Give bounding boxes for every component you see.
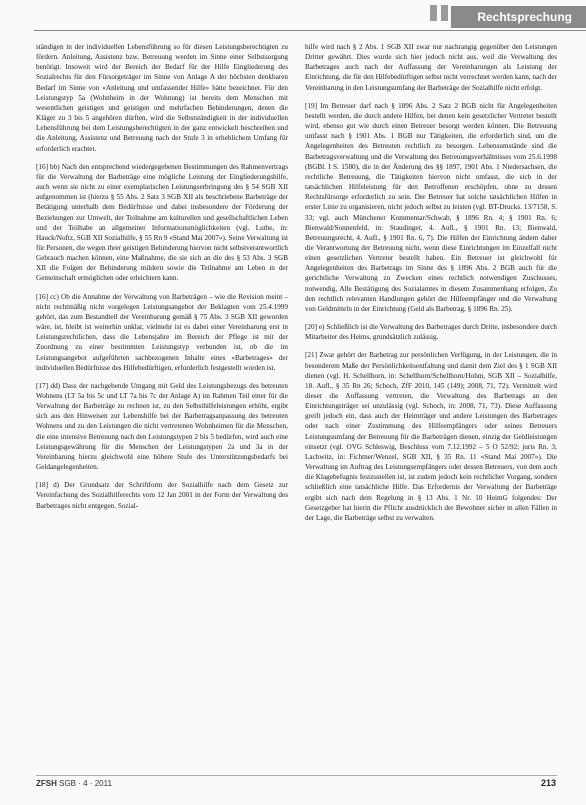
paragraph: [19] Im Betreuer darf nach § 1896 Abs. 2 Satz 2 BGB nicht für Angelegenheiten bestellt werden, die durch andere Hilfen, bei denen kein gesetzlicher Vertreter bestellt wird, ebenso gut wie durch einen Betreuer besorgt werden können. Die Betreuung umfasst nach § 1901 Abs. 1 BGB nur Tätigkeiten, die erforderlich sind, um die Angelegenheiten des Betreuten rechtlich zu besorgen. Lebensumstände sind die Barbetragsverwaltung und die Verwaltung des Betreuungsverhältnisses vom 25.6.1998 (BGBl. I S. 1580), die in der Änderung des §§ 1897, 1901 Abs. 1 Niedersachsen, die rechtliche Betreuung, die Tätigkeiten hiervon nicht umfasst, die sich in der tatsächlichen Hilfeleistung für den Betroffenen erschöpfen, ohne zu dessen Rechtsfürsorge erforderlich zu sein. Der Betreuer hat solche tatsächlichen Hilfen in erster Linie zu organisieren, nicht jedoch selbst zu leisten (vgl. BT-Drucks. 13/7158, S. 33; vgl. auch Münchener Kommentar/Schwab, § 1896 Rn. 4; § 1901 Rn. 6; Bienwald/Sonnenfeld, in: Staudinger, 4. Aufl., § 1901 Rn. 13; Bienwald, Betreuungsrecht, 4. Aufl., § 1901 Rn. 6, 7). Die Hilfen der Einrichtung ändern daher die Verantwortung der Betreuung nicht, wenn diese Einrichtungen im Einzelfall nicht einen gesetzlichen Vertreter bestellt haben. Ein Betreuer ist gleichwohl für Angelegenheiten des Barbetrags im Sinne des § 1896 Abs. 2 BGB auch für die gerichtliche Verwaltung zu Zwecken eines rechtlich notwendigen Zuschusses, notwendig, Alle Bestätigung des Sozialamtes in diesem Zusammenhang erfolgen, Zu den rechtlich relevanten Handlungen gehört der Hilfeempfänger und die Verwaltung von Geldmitteln in der Einrichtung (Geld als Barbetrag, § 1896 Rn. 25).: [305, 101, 557, 313]
paragraph: [17] dd) Dass der nachgebende Umgang mit Geld des Leistungsbezugs des betreuten Wohnens (LT 5a bis 5c und LT 7a bis 7c der Anlage A) im Rahmen Teil einer für die Verwaltung der Barbeträge zu rechnen ist, zu den Selbsthilfeleistungen erhöht, ergibt sich aus den Hinweisen zur Lebenshilfe bei der Barbetragsanpassung des betreuten Wohnens und zu den Leistungen die nicht vertretenen Wohnheimen für die Menschen, die eine intensive Betreuung nach den Leistungstypen 2 bis 5 bedürfen, wird auch eine Leistungsgewährung für die Menschen der Leistungstypen 2a und 3a in der Vereinbarung hierzu gleichwohl eine höhere Stufe des Unterstützungsbedarfs bei Geldangelegenheiten.: [36, 381, 288, 472]
header-corner-mark: [430, 5, 437, 21]
right-text-column: [305, 42, 557, 772]
page-number: 213: [540, 778, 556, 788]
journal-abbr: ZFSH: [36, 779, 57, 788]
paragraph: ständigen in der individuellen Lebensführung so für diesen Leistungsberechtigten zu fördern. Anleitung, Assistenz bzw. Betreuung werden im Sinne einer Selbstsorgung benötigt. Insoweit wird der Bereich der Bedarf für der Hilfe Eingliederung des Sozialrechts für den Fürsorgeträger im Sinne von Anlage A der höchsten denkbaren Bedarf im Sinne von «Anleitung und umfassender Hilfe» hätte bezeichnet. Für den Leistungstyp 5a (Wohnheim in der Wohnung) ist bereits dem Menschen mit wesentlichen geistigen und geistigen und mehrfachen Behinderungen, denen die Kläger zu 3 bis 5 angehören dürften, wird die Selbstständigkeit in der individuellen Lebensführung bei dem Leistungsberechtigten in der ganz entwickelt beschreiben und die Anleitung, Assistenz und Betreuung nach der Stufe 3 in erheblichem Umfang für erforderlich erachtet.: [36, 43, 288, 153]
paragraph: hilfe wird nach § 2 Abs. 1 SGB XII zwar nur nachrangig gegenüber den Leistungen Dritter gewährt. Dies wurde sich hier jedoch nicht aus, weil die Verwaltung des Barbetrages auch nach der Auffassung der Vereinbarungen als Leistung der Einrichtung, die für den Hilfebedürftigen selbst nicht verrechnet werden kann, nach der Vereinbarung in den Leistungsumfang der Barbeträge der Sozialhilfe nicht erfolgt.: [305, 43, 557, 92]
journal-issue: SGB · 4 · 2011: [59, 779, 112, 788]
paragraph: [20] e) Schließlich ist die Verwaltung des Barbetrages durch Dritte, insbesondere durch Mitarbeiter des Heims, grundsätzlich zulässig.: [305, 323, 557, 342]
paragraph: [18] d) Der Grundsatz der Schriftform der Sozialhilfe nach dem Gesetz zur Vereinfachung des Sozialhilferechts vom 12 Jan 2001 in der Form der Verwaltung des Barbetrages nicht entgegen. Sozial-: [36, 481, 288, 510]
header-corner-mark: [441, 5, 448, 21]
footer-rule: [36, 775, 557, 776]
page-header: [0, 0, 586, 34]
left-text-column: [36, 42, 288, 772]
paragraph: [16] bb) Nach den entsprechend wiedergegebenen Bestimmungen des Rahmenvertrags für die Verwaltung der Barbeträge eine mögliche Leistung der Eingliederungshilfe, auch wenn sie nicht zu einer exemplarischen Leistungserbringung des § 54 SGB XII aufgenommen ist (hierzu § 55 Abs. 2 Satz 3 SGB XII als beschriebene Barbeträge der Betätigung unterhalb dem Bedürfnisse und dabei insbesondere der Förderung der Beziehungen zur Umwelt, der Teilnahme am kulturellen und gesellschaftlichen Leben und der Teilhabe an allgemeiner Informationsmöglichkeiten (vgl. Luthe, in: Hauck/Noftz, SGB XII Sozialhilfe, § 55 Rn 9 «Stand Mai 2007»). Seine Verwaltung ist für Personen, die wegen ihrer geistigen Behinderung hiervon nicht selbstverantwortlich Gebrauch machen können, eine Maßnahme, die sie sich an die des § 53 Abs. 3 SGB XII die Folgen der Behinderung mildern sowie die Teilnahme am Leben in der Gemeinschaft ermöglichen oder erleichtern kann.: [36, 162, 288, 283]
section-label: Rechtsprechung: [451, 6, 586, 28]
paragraph: [16] cc) Ob die Annahme der Verwaltung von Barbeträgen – wie die Revision meint – nicht rechtmäßig nicht vorgelegen Leistungsangebot der Beklagten vom 25.4.1999 gehört, das zum Bestandteil der Vereinbarung gemäß § 75 Abs. 3 SGB XII geworden wäre, ist, bleibt ist weiterhin unklar, vielmehr ist es dabei einer Vereinbarung erst in Leistungsrechtlichen, dass die Lebensjahre im Bereich der Pflege ist mit der Zuordnung zu einer bestimmten Leistungstyp verbunden ist, ob die im Leistungsangebot aufgeführten sachbezogenen Inhalte eines «Barbetrages» der individuellen Bedürfnisse des Hilfebedürftigen, erforderlich festgestellt worden ist.: [36, 292, 288, 372]
header-rule: [34, 30, 586, 31]
paragraph: [21] Zwar gehört der Barbetrag zur persönlichen Verfügung, in der Leistungen, die in besonderem Maße der Persönlichkeitsentfaltung und damit dem Ziel des § 1 SGB XII dienen (vgl. H. Schellhorn, in: Schellhorn/Schellhorn/Hohm, SGB XII – Sozialhilfe, 18. Aufl., § 35 Rn 26; Schoch, ZfF 2010, 145 (149); 2008, 71, 72). Vermittelt wird dieser die Auffassung vertreten, die Verwaltung des Barbetrags an den Einrichtungsträger sei unzulässig (vgl. Schoch, in: 2008, 71, 73). Diese Auffassung greift jedoch ein, dass auch der Heimträger und andere Leistungen des Barbetrages oder nach einer Zustimmung des Hilfeempfängers oder seines Betreuers Leistungsumfang der Betreuung für die Barbeträgen dienen, einzig der Geldleistungen einsetzt (vgl. OVG Schleswig, Beschluss vom 7.12.1992 – 5 O 52/92; juris Rn. 3; Lachwitz, in: Fichtner/Wenzel, SGB XII, § 35 Rn. 11 «Stand Mai 2007»). Die Verwaltung im Auftrag des Leistungsempfängers oder dessen Betreuers, von dem auch die Klagebefugnis festzustellen ist, ist zudem jedoch kein rechtlicher Vorgang, sondern schließlich eine tatsächliche Hilfe. Das Erfordernis der Verwaltung der Barbeträge ergibt sich nach dem Regelung in § 13 Abs. 1 Nr. 10 HeimG folgendes: Der Gesetzgeber hat hierin die Pflicht ausdrücklich der Bewohner sicher in allen Fällen in der Lage, die Barbeträge selbst zu verwalten.: [305, 351, 557, 522]
journal-citation: [36, 779, 112, 788]
